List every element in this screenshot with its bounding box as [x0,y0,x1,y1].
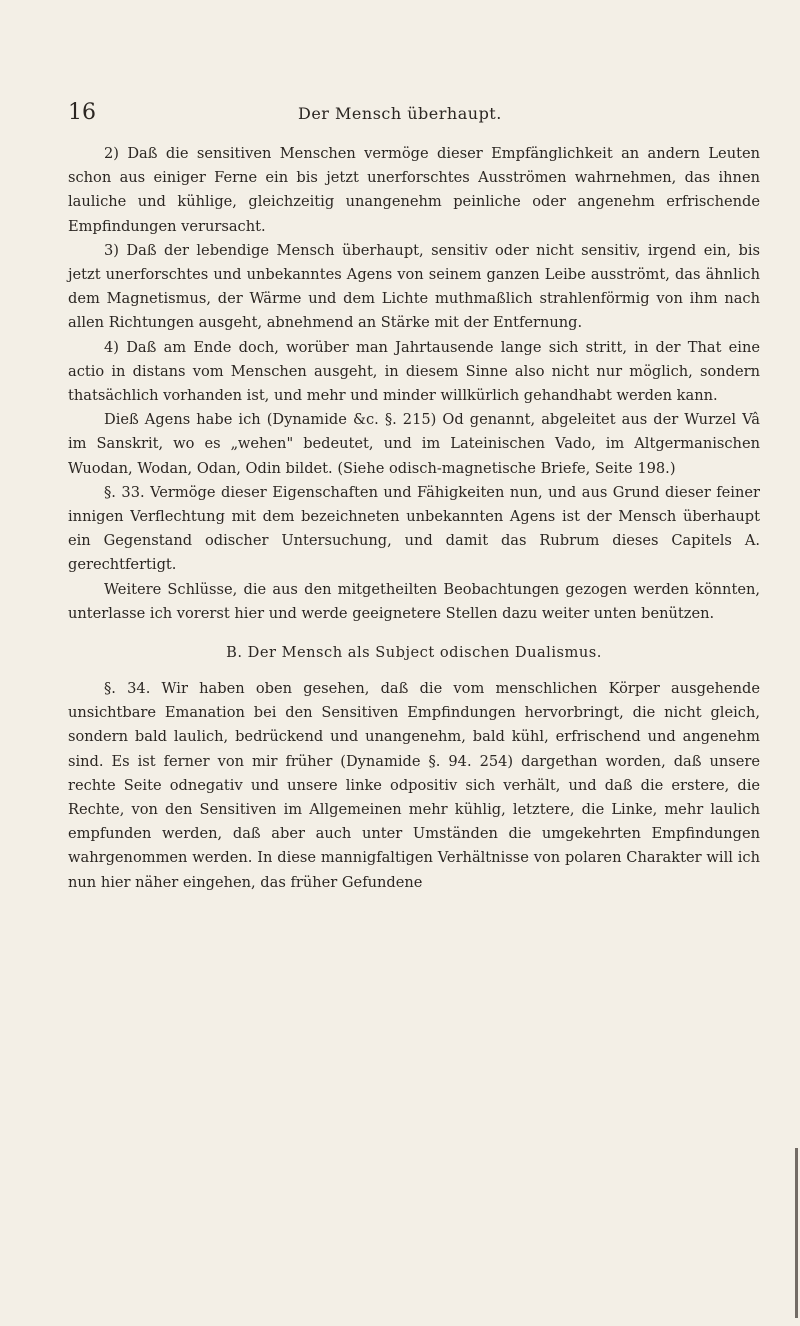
section-heading: B. Der Mensch als Subject odischen Dualismus. [226,644,602,662]
paragraph-od-etymology: Dieß Agens habe ich (Dynamide &c. §. 215) Od genannt, abgeleitet aus der Wurzel Vâ im Sanskrit, wo es „wehen" bedeutet, und im Lateinischen Vado, im Altgermanischen Wuodan, Wodan, Odan, Odin bildet. (Siehe odisch-magnetische Briefe, Seite 198.) [68,411,760,477]
page-number: 16 [68,100,96,125]
paragraph-4: 4) Daß am Ende doch, worüber man Jahrtausende lange sich stritt, in der That eine actio in distans vom Menschen ausgeht, in diesem Sinne also nicht nur möglich, sondern thatsächlich vorhanden ist, und mehr und minder willkürlich gehandhabt werden kann. [68,338,760,405]
paragraph-further-conclusions: Weitere Schlüsse, die aus den mitgetheilten Beobachtungen gezogen werden könnten, unterlasse ich vorerst hier und werde geeignetere Stellen dazu weiter unten benützen. [68,580,760,622]
paragraph-section-33: §. 33. Vermöge dieser Eigenschaften und Fähigkeiten nun, und aus Grund dieser feiner innigen Verflechtung mit dem bezeichneten unbekannten Agens ist der Mensch überhaupt ein Gegenstand odischer Untersuchung, und damit das Rubrum dieses Capitels A. gerechtfertigt. [68,483,760,574]
page-body [68,142,760,895]
paragraph-2: 2) Daß die sensitiven Menschen vermöge dieser Empfänglichkeit an andern Leuten schon aus einiger Ferne ein bis jetzt unerforschtes Ausströmen wahrnehmen, das ihnen lauliche und kühlige, gleichzeitig unangenehm peinliche oder angenehm erfrischende Empfindungen verursacht. [68,145,760,235]
running-head: Der Mensch überhaupt. [298,104,502,123]
page-header [68,100,760,130]
paragraph-section-34: §. 34. Wir haben oben gesehen, daß die vom menschlichen Körper ausgehende unsichtbare Emanation bei den Sensitiven Empfindungen hervorbringt, die nicht gleich, sondern bald laulich, bedrückend und unangenehm, bald kühl, erfrischend und angenehm sind. Es ist ferner von mir früher (Dynamide §. 94. 254) dargethan worden, daß unsere rechte Seite odnegativ und unsere linke odpositiv sich verhält, und daß die erstere, die Rechte, von den Sensitiven im Allgemeinen mehr kühlig, letztere, die Linke, mehr laulich empfunden werden, daß aber auch unter Umständen die umgekehrten Empfindungen wahrgenommen werden. In diese mannigfaltigen Verhältnisse von polaren Charakter will ich nun hier näher eingehen, das früher Gefundene [68,680,760,891]
paragraph-3: 3) Daß der lebendige Mensch überhaupt, sensitiv oder nicht sensitiv, irgend ein, bis jetzt unerforschtes und unbekanntes Agens von seinem ganzen Leibe ausströmt, das ähnlich dem Magnetismus, der Wärme und dem Lichte muthmaßlich strahlenförmig von ihm nach allen Richtungen ausgeht, abnehmend an Stärke mit der Entfernung. [68,241,760,332]
page-edge-mark [795,1148,798,1318]
